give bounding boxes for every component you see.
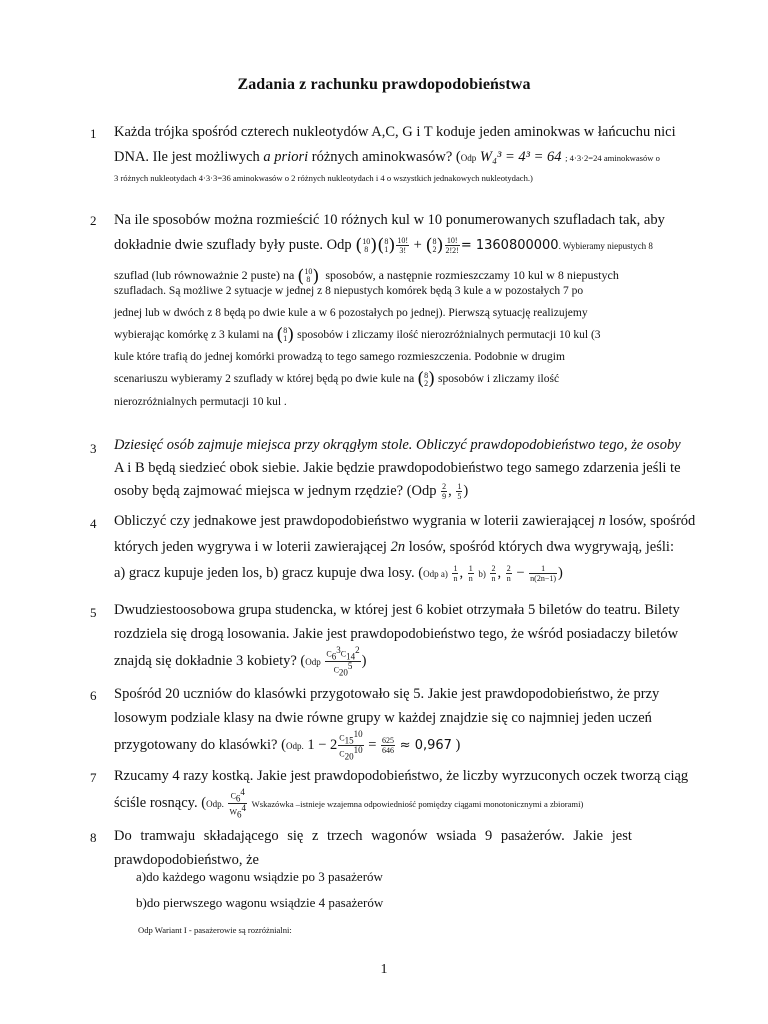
task-3 bbox=[114, 434, 681, 503]
task-number: 5 bbox=[90, 605, 97, 620]
task-5-line-3: znajdą się dokładnie 3 kobiety? (Odp $\frac{C_6^3C_{14}^2}{C_{20}^5}$ ) bbox=[114, 645, 367, 678]
task-6 bbox=[114, 682, 678, 762]
task-3-line-2: A i B będą siedzieć obok siebie. Jakie będzie prawdopodobieństwo tego samego zdarzenia jeśli te bbox=[114, 460, 681, 476]
task-6-line-2: losowym podziale klasy na dwie równe grupy w każdej znajdzie się co najmniej jeden uczeń bbox=[114, 710, 652, 726]
task-1-line-2: DNA. Ile jest możliwych a priori różnych aminokwasów? (Odp W₄³ = 4³ = 64 ; 4·3·2=24 aminokwasów o bbox=[114, 149, 660, 165]
task-number: 3 bbox=[90, 441, 97, 456]
task-number: 6 bbox=[90, 688, 97, 703]
task-7 bbox=[114, 764, 689, 820]
task-6-line-3: przygotowany do klasówki? (Odp. 1 − 2 $\frac{C_{15}^{10}}{C_{20}^{10}}$ = $\frac{625}{646}$ ≈ 0,967 ) bbox=[114, 729, 461, 762]
task-4-line-2: których jeden wygrywa i w loterii zawierającej 2n losów, spośród których dwa wygrywają, jeśli: bbox=[114, 539, 674, 555]
task-8-options bbox=[136, 864, 700, 916]
task-number: 1 bbox=[90, 126, 97, 141]
task-4 bbox=[114, 508, 696, 587]
task-number: 7 bbox=[90, 770, 97, 785]
task-2-line-6: wybierając komórkę z 3 kulami na (8 1) sposobów i zliczamy ilość nierozróżnialnych permutacji 10 kul (3 bbox=[114, 324, 601, 346]
task-2-line-5: jednej lub w dwóch z 8 będą po dwie kule a w 6 pozostałych po jednej). Pierwszą sytuację realizujemy bbox=[114, 307, 588, 319]
task-number: 4 bbox=[90, 516, 97, 531]
task-4-line-1: Obliczyć czy jednakowe jest prawdopodobieństwo wygrania w loterii zawierającej n losów, spośród bbox=[114, 513, 696, 529]
task-4-line-3: a) gracz kupuje jeden los, b) gracz kupuje dwa losy. (Odp a) $\frac{1}{n}$ , $\frac{1}{n}$ b) $\frac{2}{n}$ , $\frac{2}{n}$ − $\frac{1}{n(2n-1)}$ ) bbox=[114, 564, 563, 584]
task-1-line-1: Każda trójka spośród czterech nukleotydów A,C, G i T koduje jeden aminokwas w łańcuchu nici bbox=[114, 124, 676, 140]
page-number: 1 bbox=[380, 962, 388, 977]
task-1 bbox=[114, 120, 678, 171]
task-2-line-2: dokładnie dwie szuflady były puste. Odp (10 8 )(8 1) $\frac{10!}{3!}$ + (8 2) $\frac{10!}{2!2!}$ = 1360800000. Wybieramy niepustych 8 bbox=[114, 235, 653, 257]
task-2 bbox=[114, 208, 678, 289]
task-2-line-7: kule które trafią do jednej komórki prowadzą to tego samego rozmieszczenia. Podobnie w drugim bbox=[114, 351, 565, 364]
task-2-line-4: szufladach. Są możliwe 2 sytuacje w jednej z 8 niepustych komórek będą 3 kule a w pozostałych 7 po bbox=[114, 285, 584, 297]
task-8-option-b: b)do pierwszego wagonu wsiądzie 4 pasażerów bbox=[136, 895, 384, 910]
task-7-line-2: ściśle rosnący. (Odp. $\frac{C_6^4}{W_6^4}$ Wskazówka –istnieje wzajemna odpowiedniość pomiędzy ciągami monotonicznymi a zbiorami) bbox=[114, 787, 584, 820]
task-1-line-3: 3 różnych nukleotydach 4·3·3=36 aminokwasów o 2 różnych nukleotydach i 4 o wszystkich jednakowych nukleotydach.) bbox=[114, 173, 533, 183]
task-7-line-1: Rzucamy 4 razy kostką. Jakie jest prawdopodobieństwo, że liczby wyrzuconych oczek tworzą ciąg bbox=[114, 768, 689, 784]
task-2-line-9: nierozróżnialnych permutacji 10 kul . bbox=[114, 395, 287, 408]
task-8-option-a: a)do każdego wagonu wsiądzie po 3 pasażerów bbox=[136, 869, 383, 884]
task-3-line-3: osoby będą zajmować miejsca w jednym rzędzie? (Odp $\frac{2}{9}$ , $\frac{1}{5}$ ) bbox=[114, 482, 469, 502]
task-3-line-1: Dziesięć osób zajmuje miejsca przy okrągłym stole. Obliczyć prawdopodobieństwo tego, że osoby bbox=[114, 437, 681, 453]
document-title: Zadania z rachunku prawdopodobieństwa bbox=[237, 76, 531, 93]
task-5-line-1: Dwudziestoosobowa grupa studencka, w której jest 6 kobiet otrzymała 5 biletów do teatru. Bilety bbox=[114, 602, 680, 618]
task-2-line-1: Na ile sposobów można rozmieścić 10 różnych kul w 10 ponumerowanych szufladach tak, aby bbox=[114, 212, 665, 228]
task-6-line-1: Spośród 20 uczniów do klasówki przygotowało się 5. Jakie jest prawdopodobieństwo, że przy bbox=[114, 686, 660, 702]
task-5 bbox=[114, 598, 678, 678]
task-8-answer-note: Odp Wariant I - pasażerowie są rozróżnialni: bbox=[138, 925, 292, 935]
task-8-line-2: prawdopodobieństwo, że bbox=[114, 852, 259, 868]
task-2-body bbox=[114, 280, 678, 413]
task-number: 2 bbox=[90, 213, 97, 228]
task-2-line-8: scenariuszu wybieramy 2 szuflady w której będą po dwie kule na (8 2) sposobów i zliczamy ilość bbox=[114, 368, 560, 390]
task-2-line-3: szuflad (lub równoważnie 2 puste) na (10 8 ) sposobów, a następnie rozmieszczamy 10 kul w 8 niepustych bbox=[114, 265, 619, 287]
task-number: 8 bbox=[90, 830, 97, 845]
task-5-line-2: rozdziela się drogą losowania. Jakie jest prawdopodobieństwo tego, że wśród posiadaczy biletów bbox=[114, 626, 679, 642]
task-8-line-1: Do tramwaju składającego się z trzech wagonów wsiada 9 pasażerów. Jakie jest bbox=[114, 828, 632, 844]
